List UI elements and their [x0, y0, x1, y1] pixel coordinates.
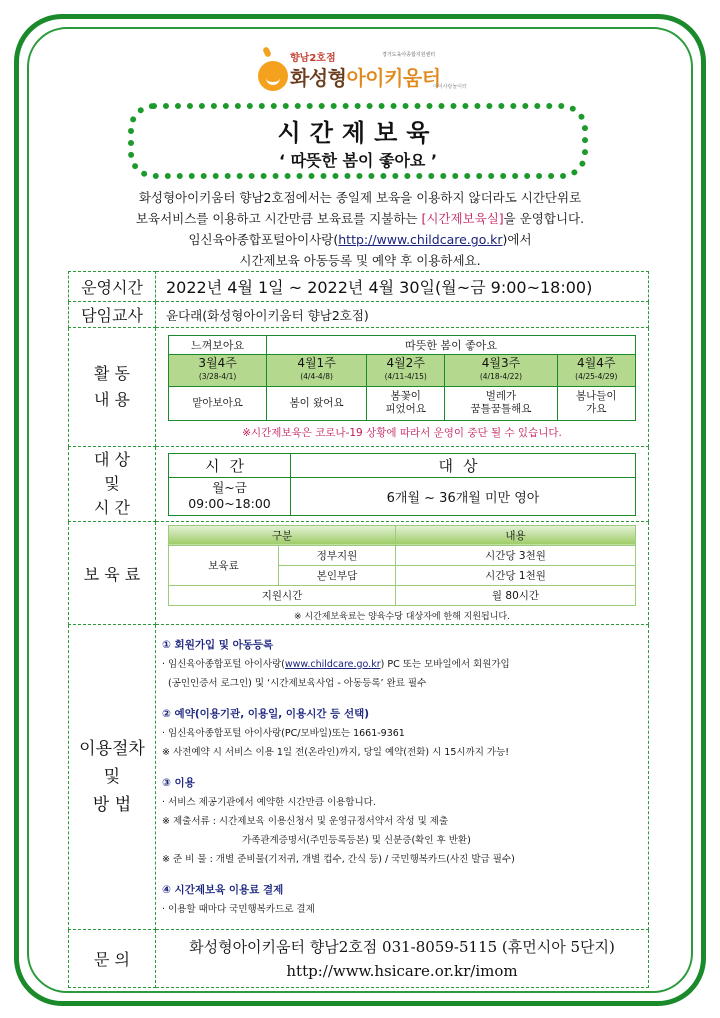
- week-range: (4/18-4/22): [479, 372, 523, 381]
- intro-line-3: [80, 229, 640, 250]
- intro-line-1: 화성형아이키움터 향남2호점에서는 종일제 보육을 이용하지 않더라도 시간단위로: [138, 190, 582, 205]
- activity-line: 꿈틀꿈틀해요: [470, 403, 532, 415]
- week-title: 3월4주: [198, 356, 237, 370]
- logo-sub: 아이사랑놀이터: [433, 84, 467, 90]
- activity-head-left: 느껴보아요: [169, 335, 267, 354]
- support-label: 지원시간: [169, 585, 396, 605]
- teacher-label: 담임교사: [69, 302, 156, 328]
- procedure-label-2: 및: [103, 767, 121, 787]
- activity-line: 피었어요: [385, 403, 426, 415]
- spacer: [162, 693, 648, 705]
- activity-label: [69, 328, 156, 447]
- activity-line: 가요: [586, 403, 607, 415]
- week-title: 4월1주: [297, 356, 336, 370]
- gov-label: 정부지원: [279, 545, 396, 565]
- support-value: 월 80시간: [396, 585, 636, 605]
- info-table: [68, 271, 649, 988]
- intro-line-2b: 을 운영합니다.: [503, 211, 585, 226]
- fee-label: 보 육 료: [69, 522, 156, 625]
- page-subtitle: ‘ 따뜻한 봄이 좋아요 ’: [278, 151, 438, 170]
- step-1-line-1b: ) PC 또는 모바일에서 회원가입: [380, 658, 510, 670]
- logo-org: 경기도육아종합지원센터: [382, 52, 436, 58]
- week-range: (4/11-4/15): [384, 372, 427, 381]
- teacher-value: 윤다래(화성형아이키움터 향남2호점): [156, 302, 649, 328]
- fee-head-category: 구분: [169, 525, 396, 545]
- intro-line-2a: 보육서비스를 이용하고 시간만큼 보육료를 지불하는: [135, 211, 422, 226]
- page-title: 시간제보육: [277, 118, 439, 147]
- week-title: 4월3주: [481, 356, 521, 370]
- week-cell: [445, 354, 557, 386]
- target-time: [169, 477, 291, 515]
- activity-item: 맡아보아요: [169, 386, 267, 420]
- intro-highlight: [시간제보육실]: [421, 211, 504, 226]
- target-who: 6개월 ~ 36개월 미만 영아: [291, 477, 636, 515]
- self-value: 시간당 1천원: [396, 565, 636, 585]
- contact-url[interactable]: http://www.hsicare.or.kr/imom: [286, 961, 518, 980]
- target-label-1: 대 상: [94, 450, 130, 469]
- intro-line-3a: 임신육아종합포털아이사랑(: [188, 232, 339, 247]
- target-table: [168, 453, 636, 516]
- target-days: 월~금: [212, 480, 247, 495]
- target-cell: [156, 447, 649, 522]
- intro-text: [80, 187, 640, 271]
- step-2-line-1: · 임신육아종합포털 아이사랑(PC/모바일)또는 1661-9361: [162, 727, 405, 739]
- step-1-title: ① 회원가입 및 아동등록: [162, 638, 274, 651]
- step-3-title: ③ 이용: [162, 776, 195, 789]
- period-value: 2022년 4월 1일 ~ 2022년 4월 30일(월~금 9:00~18:00): [156, 272, 649, 302]
- step-3-line-3: 가족관계증명서(주민등록등본) 및 신분증(확인 후 반환): [242, 834, 471, 846]
- procedure-label-3: 방 법: [92, 795, 132, 815]
- procedure-label: [69, 625, 156, 930]
- gov-value: 시간당 3천원: [396, 545, 636, 565]
- target-head-target: 대상: [291, 453, 636, 477]
- childcare-link[interactable]: http://www.childcare.go.kr: [338, 232, 503, 247]
- step-3-line-1: · 서비스 제공기관에서 예약한 시간만큼 이용합니다.: [162, 796, 376, 808]
- week-range: (3/28-4/1): [198, 372, 237, 381]
- self-label: 본인부담: [279, 565, 396, 585]
- activity-item: [366, 386, 444, 420]
- fee-row-label: 보육료: [169, 545, 279, 585]
- target-label: [69, 447, 156, 522]
- logo-name: [290, 62, 441, 91]
- procedure-label-1: 이용절차: [79, 739, 145, 759]
- target-hours: 09:00~18:00: [188, 496, 271, 511]
- step-4-title: ④ 시간제보육 이용료 결제: [162, 883, 284, 896]
- intro-line-3b: )에서: [502, 232, 532, 247]
- intro-line-2: [80, 208, 640, 229]
- step-1-line-1: [162, 655, 648, 674]
- week-cell: [169, 354, 267, 386]
- week-range: (4/25-4/29): [575, 372, 618, 381]
- week-cell: [366, 354, 444, 386]
- logo-branch: 향남2호점: [290, 53, 336, 64]
- target-label-2: 및: [104, 474, 120, 493]
- target-label-3: 시 간: [94, 498, 130, 517]
- procedure-cell: [156, 625, 649, 930]
- activity-cell: [156, 328, 649, 447]
- childcare-link-2[interactable]: www.childcare.go.kr: [284, 658, 381, 670]
- logo: [258, 45, 498, 95]
- week-cell: [267, 354, 367, 386]
- activity-item: 봄이 왔어요: [267, 386, 367, 420]
- step-1-line-2: (공인인증서 로그인) 및 ‘시간제보육사업 - 아동등록’ 완료 필수: [168, 677, 427, 689]
- spacer: [162, 869, 648, 881]
- step-4-line-1: · 이용할 때마다 국민행복카드로 결제: [162, 903, 315, 915]
- contact-line-1: 화성형아이키움터 향남2호점 031-8059-5115 (휴먼시아 5단지): [189, 937, 615, 956]
- covid-notice: ※시간제보육은 코로나-19 상황에 따라서 운영이 중단 될 수 있습니다.: [242, 426, 562, 439]
- step-2-line-2: ※ 사전예약 시 서비스 이용 1일 전(온라인)까지, 당일 예약(전화) 시 15시까지 가능!: [162, 746, 510, 758]
- target-head-time: 시간: [169, 453, 291, 477]
- fee-cell: [156, 522, 649, 625]
- step-1-line-1a: · 임신육아종합포털 아이사랑(: [162, 658, 285, 670]
- activity-line: 벌레가: [485, 390, 517, 402]
- week-title: 4월4주: [577, 356, 616, 370]
- activity-label-2: 내 용: [94, 390, 130, 409]
- period-label: 운영시간: [69, 272, 156, 302]
- smiling-sun-icon: [258, 61, 288, 91]
- week-title: 4월2주: [386, 356, 425, 370]
- step-2-title: ② 예약(이용기관, 이용일, 이용시간 등 선택): [162, 707, 370, 720]
- week-cell: [557, 354, 635, 386]
- activity-line: 봄나들이: [575, 390, 617, 402]
- contact-label: 문 의: [69, 930, 156, 988]
- fee-table: [168, 525, 636, 606]
- intro-line-4: 시간제보육 아동등록 및 예약 후 이용하세요.: [239, 253, 481, 268]
- spacer: [162, 762, 648, 774]
- logo-name-part1: 화성형: [290, 66, 347, 90]
- step-3-line-2: ※ 제출서류 : 시간제보육 이용신청서 및 운영규정서약서 작성 및 제출: [162, 815, 449, 827]
- activity-label-1: 활 동: [94, 364, 130, 383]
- activity-head-right: 따뜻한 봄이 좋아요: [267, 335, 636, 354]
- logo-ray: [262, 46, 272, 58]
- logo-name-part2: 아이키움터: [346, 66, 441, 90]
- activity-line: 봄꽃이: [390, 390, 421, 402]
- week-range: (4/4-4/8): [300, 372, 333, 381]
- activity-item: [557, 386, 635, 420]
- contact-cell: [156, 930, 649, 988]
- activity-table: [168, 335, 636, 421]
- fee-note: ※ 시간제보육료는 양육수당 대상자에 한해 지원됩니다.: [294, 611, 510, 622]
- step-3-line-4: ※ 준 비 물 : 개별 준비물(기저귀, 개별 컵수, 간식 등) / 국민행복카드(사진 발급 필수): [162, 853, 515, 865]
- fee-head-content: 내용: [396, 525, 636, 545]
- activity-item: [445, 386, 557, 420]
